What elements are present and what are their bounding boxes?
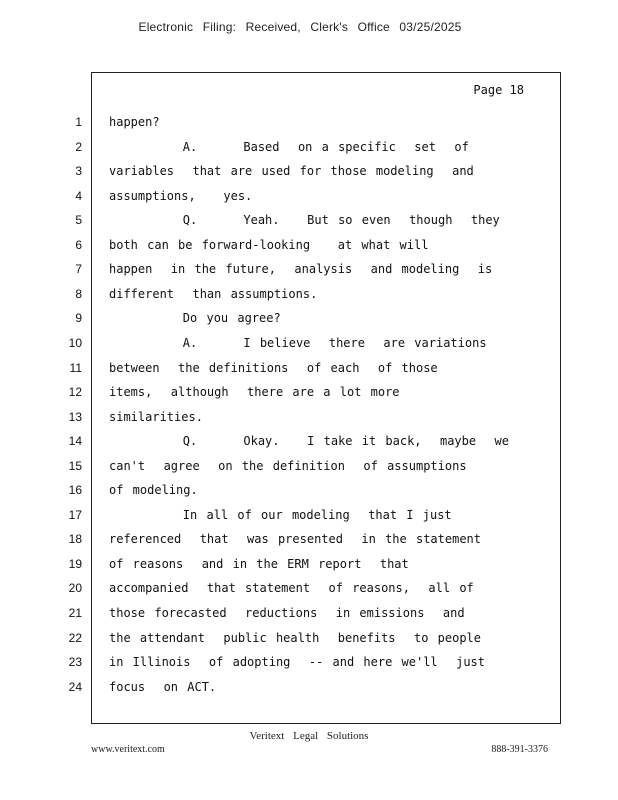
line-number: 10 (68, 335, 82, 350)
transcript-line (0, 603, 618, 623)
line-number: 7 (75, 262, 82, 277)
line-number: 6 (75, 237, 82, 252)
transcript-line (0, 382, 618, 402)
transcript-line (0, 308, 618, 328)
line-number: 22 (68, 630, 82, 645)
line-number: 24 (68, 679, 82, 694)
line-text: A. Based on a specific set of (109, 139, 469, 154)
transcript-line (0, 652, 618, 672)
line-number: 2 (75, 139, 82, 154)
transcript-line (0, 259, 618, 279)
line-number: 17 (68, 507, 82, 522)
transcript-line (0, 578, 618, 598)
line-text: referenced that was presented in the statement (109, 532, 482, 547)
line-number: 8 (75, 286, 82, 301)
line-number: 18 (68, 532, 82, 547)
line-number: 1 (75, 115, 82, 129)
line-text: those forecasted reductions in emissions and (109, 606, 465, 620)
transcript-line (0, 358, 618, 378)
transcript-line (0, 333, 618, 353)
line-text: A. I believe there are variations (109, 335, 487, 350)
line-number: 3 (75, 164, 82, 179)
transcript-line (0, 284, 618, 304)
line-number: 23 (68, 655, 82, 670)
line-number: 5 (75, 213, 82, 228)
line-text: the attendant public health benefits to people (109, 630, 482, 645)
line-text: variables that are used for those modeling and (109, 164, 474, 179)
footer-website: www.veritext.com (91, 744, 165, 755)
transcript-line (0, 407, 618, 427)
line-number: 15 (68, 458, 82, 473)
line-text: can't agree on the definition of assumptions (109, 458, 467, 473)
transcript-line (0, 137, 618, 157)
transcript-line (0, 554, 618, 574)
line-text: Q. Okay. I take it back, maybe we (109, 434, 510, 449)
line-text: Q. Yeah. But so even though they (109, 213, 500, 228)
line-text: of modeling. (109, 483, 198, 498)
transcript-line (0, 210, 618, 230)
footer-phone: 888-391-3376 (491, 744, 548, 755)
line-number: 12 (68, 385, 82, 400)
line-number: 16 (68, 483, 82, 498)
line-number: 14 (68, 434, 82, 449)
transcript-line (0, 112, 618, 132)
line-text: Do you agree? (109, 311, 281, 326)
line-number: 19 (68, 556, 82, 571)
line-text: happen in the future, analysis and modeling is (109, 262, 493, 277)
line-text: both can be forward-looking at what will (109, 237, 429, 252)
transcript-line (0, 677, 618, 697)
line-text: in Illinois of adopting -- and here we'll just (109, 655, 486, 670)
line-text: In all of our modeling that I just (109, 507, 452, 522)
transcript-line (0, 161, 618, 181)
line-number: 9 (75, 311, 82, 326)
transcript-line (0, 235, 618, 255)
line-number: 4 (75, 188, 82, 203)
line-text: happen? (109, 115, 160, 129)
line-text: assumptions, yes. (109, 188, 253, 203)
line-text: similarities. (109, 409, 203, 424)
line-number: 20 (68, 581, 82, 596)
transcript-line (0, 456, 618, 476)
line-number: 11 (69, 360, 82, 375)
transcript-line (0, 431, 618, 451)
line-text: focus on ACT. (109, 679, 217, 694)
transcript-line (0, 628, 618, 648)
line-text: accompanied that statement of reasons, all of (109, 581, 474, 596)
line-number: 21 (68, 606, 82, 620)
line-number: 13 (68, 409, 82, 424)
filing-stamp: Electronic Filing: Received, Clerk's Office 03/25/2025 (138, 20, 462, 34)
line-text: of reasons and in the ERM report that (109, 556, 409, 571)
page-number: Page 18 (473, 83, 524, 97)
transcript-line (0, 529, 618, 549)
line-text: different than assumptions. (109, 286, 318, 301)
line-text: items, although there are a lot more (109, 385, 400, 400)
line-text: between the definitions of each of those (109, 360, 438, 375)
transcript-line (0, 505, 618, 525)
transcript-line (0, 186, 618, 206)
transcript-line (0, 480, 618, 500)
footer-company: Veritext Legal Solutions (249, 730, 369, 742)
